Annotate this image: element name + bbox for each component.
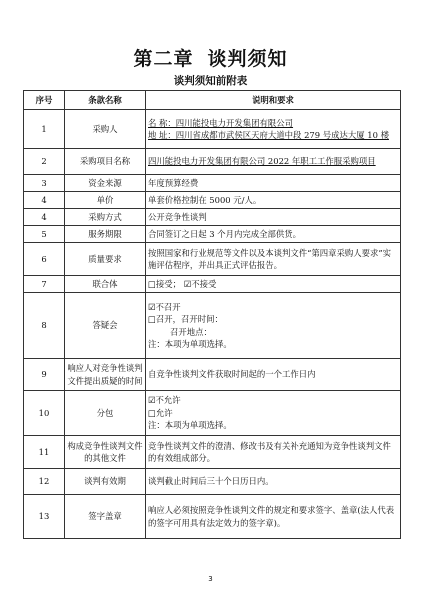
table-row bbox=[24, 110, 401, 149]
row-clause: 服务期限 bbox=[65, 226, 146, 243]
table-row bbox=[24, 359, 401, 391]
row-seq: 4 bbox=[24, 209, 65, 226]
purchaser-name: 名 称：四川能投电力开发集团有限公司 bbox=[148, 117, 294, 128]
table-title: 谈判须知前附表 bbox=[173, 75, 248, 87]
chapter-number: 第二章 bbox=[133, 48, 194, 70]
table-row bbox=[24, 226, 401, 243]
row-desc: 公开竞争性谈判 bbox=[146, 209, 401, 226]
project-name: 四川能投电力开发集团有限公司 2022 年职工工作服采购项目 bbox=[148, 156, 376, 167]
table-row bbox=[24, 209, 401, 226]
row-seq: 13 bbox=[24, 495, 65, 539]
table-row bbox=[24, 469, 401, 495]
table-row bbox=[24, 175, 401, 192]
row-clause: 分包 bbox=[65, 391, 146, 436]
row-clause: 采购项目名称 bbox=[65, 149, 146, 175]
table-row bbox=[24, 243, 401, 276]
row-clause: 单价 bbox=[65, 192, 146, 209]
header-desc: 说明和要求 bbox=[146, 91, 401, 110]
row-desc: □接受； ☑不接受 bbox=[146, 276, 401, 293]
row-seq: 6 bbox=[24, 243, 65, 276]
table-row bbox=[24, 495, 401, 539]
meeting-location-line bbox=[148, 326, 398, 339]
option-not-allowed: ☑不允许 bbox=[148, 395, 181, 406]
row-desc bbox=[146, 293, 401, 359]
row-desc bbox=[146, 149, 401, 175]
table-row bbox=[24, 293, 401, 359]
row-clause: 签字盖章 bbox=[65, 495, 146, 539]
row-desc: 谈判截止时间后三十个日历日内。 bbox=[146, 469, 401, 495]
row-clause: 联合体 bbox=[65, 276, 146, 293]
row-clause: 构成竞争性谈判文件的其他文件 bbox=[65, 436, 146, 469]
header-seq: 序号 bbox=[24, 91, 65, 110]
row-desc: 自竞争性谈判文件获取时间起的一个工作日内 bbox=[146, 359, 401, 391]
instructions-table bbox=[23, 90, 401, 539]
row-desc: 单套价格控制在 5000 元/人。 bbox=[146, 192, 401, 209]
page-number: 3 bbox=[208, 575, 213, 583]
row-clause: 谈判有效期 bbox=[65, 469, 146, 495]
row-seq: 7 bbox=[24, 276, 65, 293]
row-desc: 合同签订之日起 3 个月内完成全部供货。 bbox=[146, 226, 401, 243]
header-clause: 条款名称 bbox=[65, 91, 146, 110]
chapter-title: 谈判须知 bbox=[207, 48, 288, 70]
row-desc bbox=[146, 391, 401, 436]
row-clause: 质量要求 bbox=[65, 243, 146, 276]
table-row bbox=[24, 436, 401, 469]
single-choice-note: 注：本项为单项选择。 bbox=[148, 339, 232, 349]
single-choice-note: 注：本项为单项选择。 bbox=[148, 420, 232, 431]
row-clause: 资金来源 bbox=[65, 175, 146, 192]
table-row bbox=[24, 192, 401, 209]
row-desc bbox=[146, 110, 401, 149]
chapter-heading bbox=[0, 44, 421, 71]
table-header-row bbox=[24, 91, 401, 110]
row-seq: 5 bbox=[24, 226, 65, 243]
row-desc: 竞争性谈判文件的澄清、修改书及有关补充通知为竞争性谈判文件的有效组成部分。 bbox=[146, 436, 401, 469]
row-clause: 采购人 bbox=[65, 110, 146, 149]
row-seq: 9 bbox=[24, 359, 65, 391]
row-seq: 1 bbox=[24, 110, 65, 149]
row-clause: 采购方式 bbox=[65, 209, 146, 226]
purchaser-address: 地 址：四川省成都市武侯区天府大道中段 279 号成达大厦 10 楼 bbox=[148, 130, 389, 140]
row-desc: 按照国家和行业规范等文件以及本谈判文件“第四章采购人要求”实施评估程序，并出具正式评估报告。 bbox=[146, 243, 401, 276]
meeting-location-label: 召开地点： bbox=[170, 326, 212, 337]
row-seq: 4 bbox=[24, 192, 65, 209]
row-seq: 2 bbox=[24, 149, 65, 175]
option-held: □召开，召开时间： bbox=[148, 314, 223, 324]
row-seq: 8 bbox=[24, 293, 65, 359]
table-row bbox=[24, 149, 401, 175]
table-row bbox=[24, 391, 401, 436]
option-allowed: □允许 bbox=[148, 407, 173, 418]
table-row bbox=[24, 276, 401, 293]
row-seq: 3 bbox=[24, 175, 65, 192]
row-desc: 响应人必须按照竞争性谈判文件的规定和要求签字、盖章(法人代表的签字可用具有法定效力的签字章)。 bbox=[146, 495, 401, 539]
row-clause: 答疑会 bbox=[65, 293, 146, 359]
row-clause: 响应人对竞争性谈判文件提出质疑的时间 bbox=[65, 359, 146, 391]
row-seq: 10 bbox=[24, 391, 65, 436]
row-seq: 12 bbox=[24, 469, 65, 495]
row-desc: 年度预算经费 bbox=[146, 175, 401, 192]
option-not-held: ☑不召开 bbox=[148, 301, 181, 312]
row-seq: 11 bbox=[24, 436, 65, 469]
